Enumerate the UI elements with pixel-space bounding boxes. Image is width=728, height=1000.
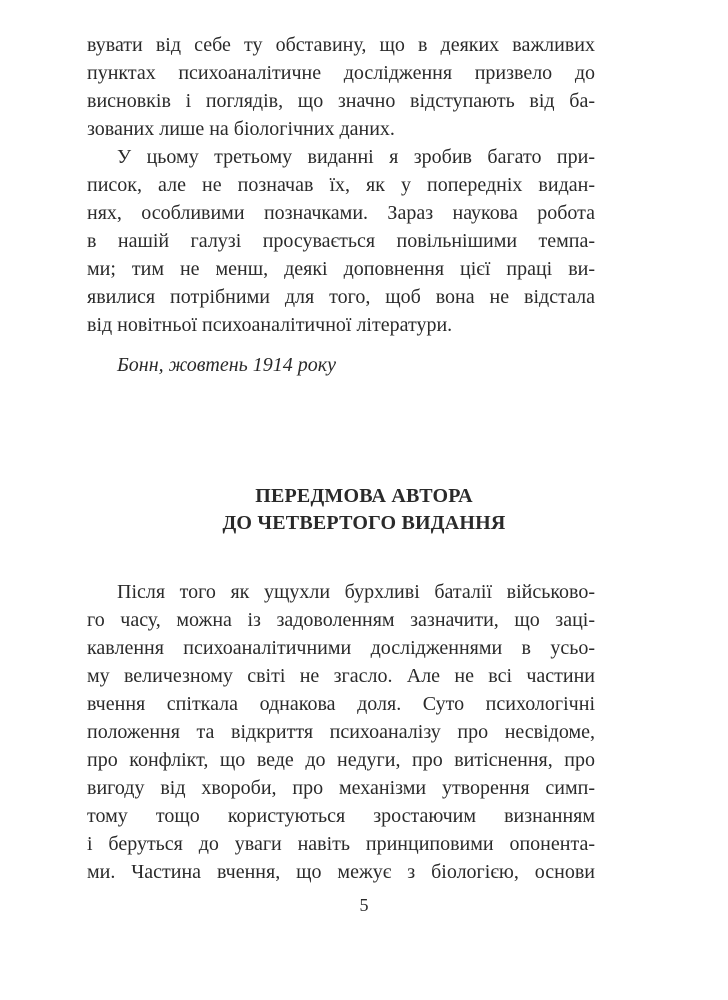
text-line: кавлення психоаналітичними дослідженнями в усьо- — [87, 637, 595, 659]
text-line: явилися потрібними для того, щоб вона не відстала — [87, 286, 595, 308]
text-line: зованих лише на біологічних даних. — [87, 118, 395, 140]
text-line: вувати від себе ту обставину, що в деяких важливих — [87, 34, 595, 56]
heading-line: ДО ЧЕТВЕРТОГО ВИДАННЯ — [222, 512, 506, 534]
text-line: ми. Частина вчення, що межує з біологією, основи — [87, 861, 595, 883]
text-line: від новітньої психоаналітичної літератури. — [87, 314, 453, 336]
text-line: положення та відкриття психоаналізу про несвідоме, — [87, 721, 595, 743]
text-line: вчення спіткала однакова доля. Суто психологічні — [87, 693, 595, 715]
signature-date: Бонн, жовтень 1914 року — [117, 354, 337, 376]
text-line: про конфлікт, що веде до недуги, про витіснення, про — [87, 749, 595, 771]
text-line: У цьому третьому виданні я зробив багато при- — [117, 146, 595, 168]
heading-line: ПЕРЕДМОВА АВТОРА — [255, 485, 473, 507]
text-line: ми; тим не менш, деякі доповнення цієї праці ви- — [87, 258, 595, 280]
text-line: вигоду від хвороби, про механізми утворення симп- — [87, 777, 595, 799]
text-line: в нашій галузі просувається повільнішими темпа- — [87, 230, 595, 252]
text-line: пунктах психоаналітичне дослідження призвело до — [87, 62, 595, 84]
section-heading — [0, 483, 728, 537]
paragraph — [87, 578, 595, 886]
text-line: тому тощо користуються зростаючим визнанням — [87, 805, 595, 827]
text-line: висновків і поглядів, що значно відступають від ба- — [87, 90, 595, 112]
text-line: го часу, можна із задоволенням зазначити, що заці- — [87, 609, 595, 631]
text-line: му величезному світі не згасло. Але не всі частини — [87, 665, 595, 687]
paragraph — [87, 31, 595, 339]
text-line: писок, але не позначав їх, як у попередніх видан- — [87, 174, 595, 196]
text-line: Після того як ущухли бурхливі баталії військово- — [117, 581, 595, 603]
text-line: нях, особливими позначками. Зараз наукова робота — [87, 202, 595, 224]
page-number: 5 — [359, 895, 369, 915]
text-line: і беруться до уваги навіть принциповими опонента- — [87, 833, 595, 855]
